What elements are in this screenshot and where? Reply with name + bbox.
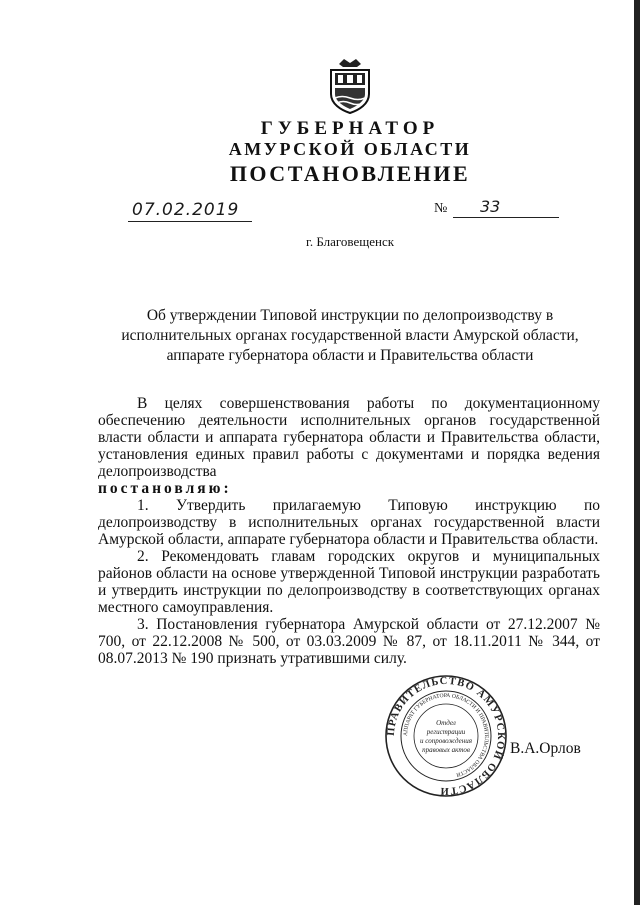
header-title: ГУБЕРНАТОР: [260, 118, 440, 139]
document-subject: [100, 306, 600, 366]
document-body: [98, 395, 600, 667]
item-paragraph: 3. Постановления губернатора Амурской области от 27.12.2007 № 700, от 22.12.2008 № 500, от 03.03.2009 № 87, от 18.11.2011 № 344, от 08.07.2013 № 190 признать утратившими силу.: [98, 616, 600, 667]
item-paragraph: 1. Утвердить прилагаемую Типовую инструкцию по делопроизводству в исполнительных органах государственной власти Амурской области, аппарате губернатора области и Правительства области.: [98, 497, 600, 548]
coat-of-arms-emblem: [327, 58, 373, 114]
seal-outer-text: ПРАВИТЕЛЬСТВО АМУРСКОЙ ОБЛАСТИ: [385, 675, 507, 797]
header-region: АМУРСКОЙ ОБЛАСТИ: [228, 139, 472, 159]
document-type: ПОСТАНОВЛЕНИЕ: [229, 161, 471, 186]
seal-center-line: правовых актов: [422, 746, 470, 754]
number-label: №: [434, 201, 448, 216]
seal-inner-text: АППАРАТ ГУБЕРНАТОРА ОБЛАСТИ И ПРАВИТЕЛЬСТВА ОБЛАСТИ: [402, 692, 490, 778]
subject-line: исполнительных органах государственной власти Амурской области,: [121, 327, 579, 344]
date-underline: [128, 221, 252, 222]
decree-word: постановляю:: [98, 480, 232, 497]
preamble-paragraph: В целях совершенствования работы по документационному обеспечению деятельности исполнительных органов государственной власти области и аппарата губернатора области и Правительства области, установления единых правил работы с документами и порядка ведения делопроизводства: [98, 395, 600, 480]
document-number: 33: [480, 197, 501, 216]
subject-line: аппарате губернатора области и Правительства области: [166, 347, 534, 364]
number-underline: [453, 217, 559, 218]
subject-line: Об утверждении Типовой инструкции по делопроизводству в: [146, 307, 554, 324]
item-paragraph: 2. Рекомендовать главам городских округов и муниципальных районов области на основе утвержденной Типовой инструкции разработать и утвердить инструкции по делопроизводству в соответствующих органах местного самоуправления.: [98, 548, 600, 616]
signatory-name: В.А.Орлов: [510, 740, 581, 757]
document-date: 07.02.2019: [132, 200, 240, 220]
city: г. Благовещенск: [305, 234, 395, 249]
seal-center-line: и сопровождения: [420, 737, 472, 745]
seal-center-line: Отдел: [436, 719, 456, 727]
seal-center-line: регистрации: [426, 728, 466, 736]
official-seal: [384, 674, 508, 798]
